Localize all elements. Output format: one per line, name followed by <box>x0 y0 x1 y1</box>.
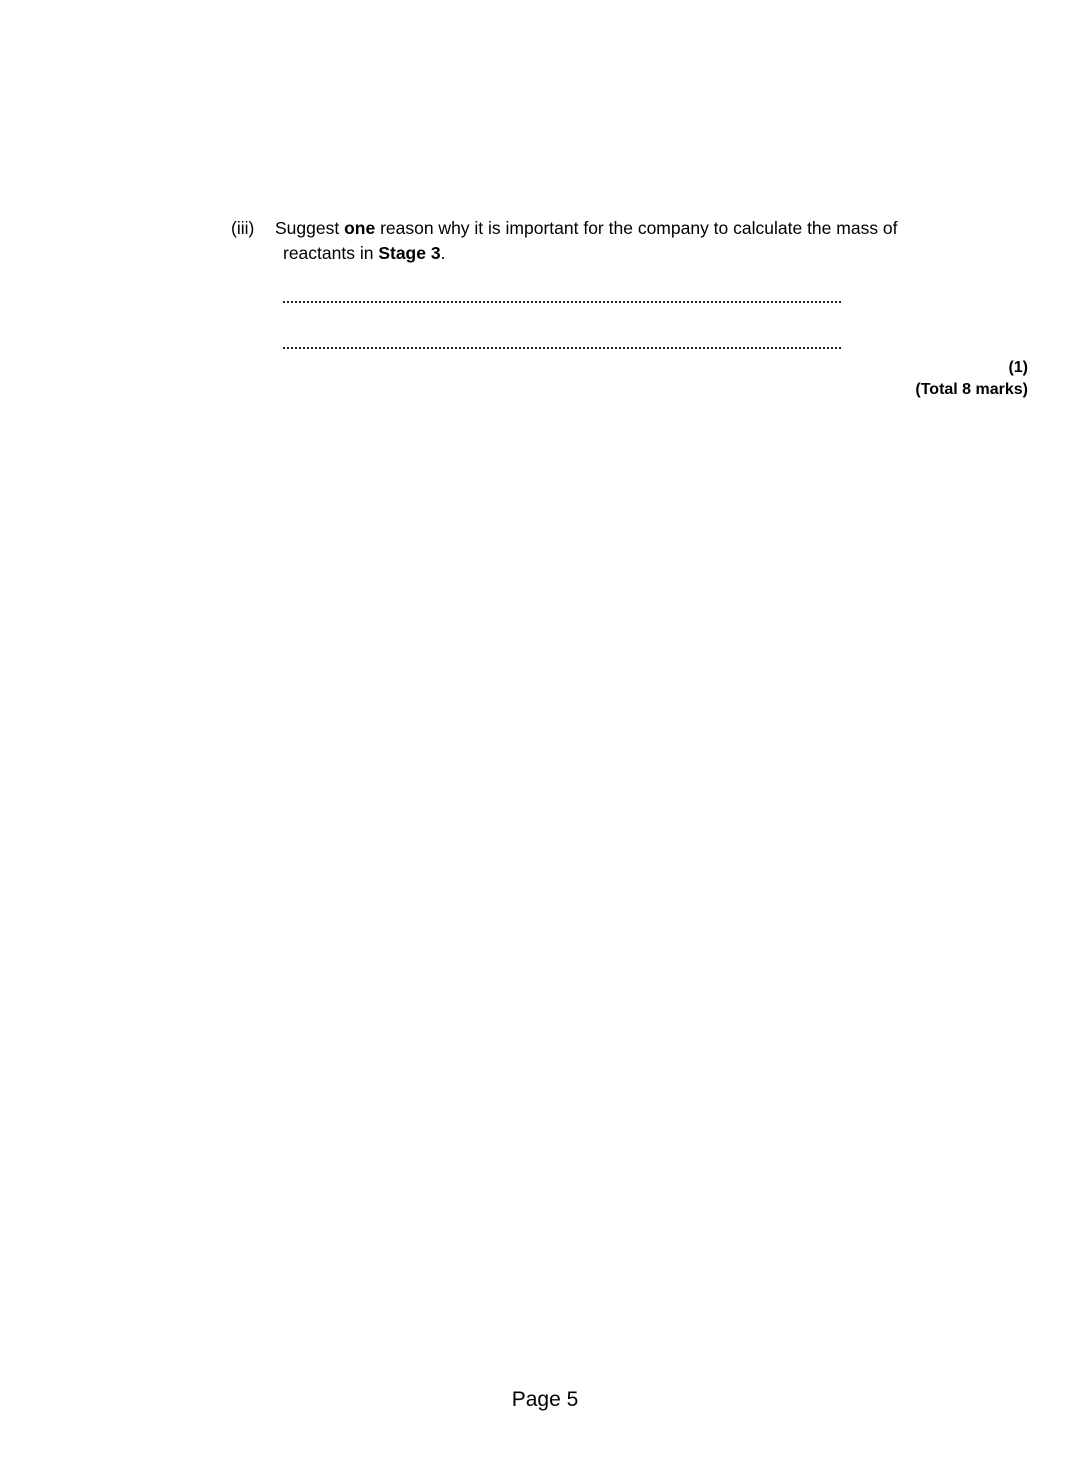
emphasis-stage: Stage 3 <box>378 243 441 263</box>
answer-line-1[interactable] <box>283 301 841 303</box>
question-text: reactants in <box>283 243 379 263</box>
question-text-line-2 <box>283 241 445 266</box>
question-number: (iii) <box>231 218 255 238</box>
page-number: Page 5 <box>511 1388 579 1411</box>
marks-block <box>915 357 1028 401</box>
answer-line-2[interactable] <box>283 347 841 349</box>
question-text: Suggest <box>275 218 345 238</box>
total-marks: (Total 8 marks) <box>915 381 1028 398</box>
question-text-line-1 <box>275 216 898 241</box>
question-text: . <box>440 243 446 263</box>
part-marks: (1) <box>1008 359 1028 376</box>
emphasis-one: one <box>344 218 376 238</box>
question-text: reason why it is important for the company to calculate the mass of <box>375 218 898 238</box>
